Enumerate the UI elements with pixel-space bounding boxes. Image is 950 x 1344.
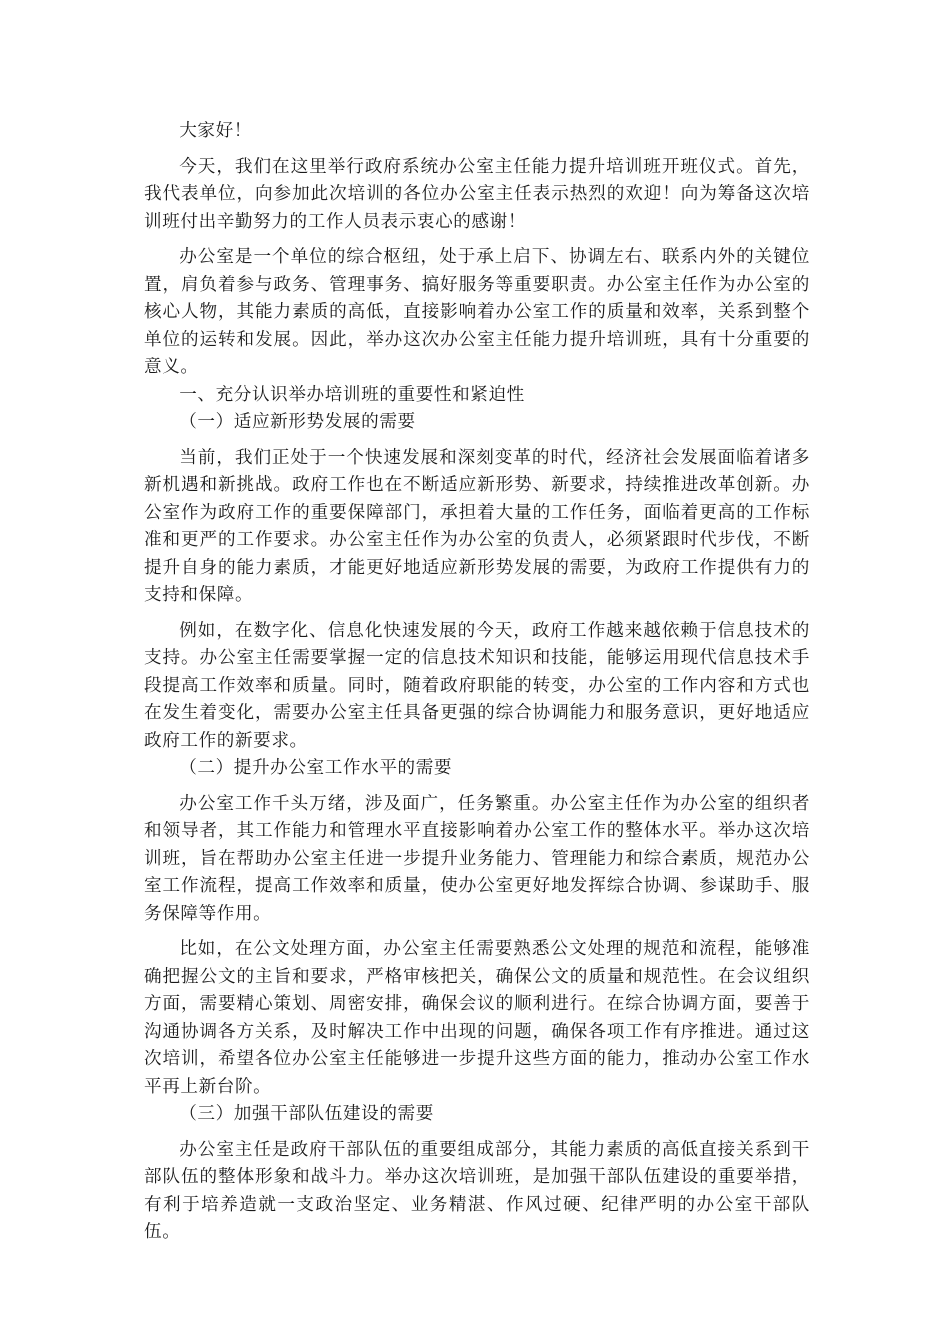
document-page xyxy=(144,118,810,1247)
background-paragraph: 办公室是一个单位的综合枢纽，处于承上启下、协调左右、联系内外的关键位置，肩负着参与政务、管理事务、搞好服务等重要职责。办公室主任作为办公室的核心人物，其能力素质的高低，直接影响着办公室工作的质量和效率，关系到整个单位的运转和发展。因此，举办这次办公室主任能力提升培训班，具有十分重要的意义。 xyxy=(144,247,810,377)
subsection-3-heading: （三）加强干部队伍建设的需要 xyxy=(179,1104,434,1124)
intro-paragraph: 今天，我们在这里举行政府系统办公室主任能力提升培训班开班仪式。首先，我代表单位，向参加此次培训的各位办公室主任表示热烈的欢迎！向为筹备这次培训班付出辛勤努力的工作人员表示衷心的感谢！ xyxy=(144,156,810,232)
subsection-1-paragraph-1: 当前，我们正处于一个快速发展和深刻变革的时代，经济社会发展面临着诸多新机遇和新挑战。政府工作也在不断适应新形势、新要求，持续推进改革创新。办公室作为政府工作的重要保障部门，承担着大量的工作任务，面临着更高的工作标准和更严的工作要求。办公室主任作为办公室的负责人，必须紧跟时代步伐，不断提升自身的能力素质，才能更好地适应新形势发展的需要，为政府工作提供有力的支持和保障。 xyxy=(144,447,810,605)
subsection-2-paragraph-2: 比如，在公文处理方面，办公室主任需要熟悉公文处理的规范和流程，能够准确把握公文的主旨和要求，严格审核把关，确保公文的质量和规范性。在会议组织方面，需要精心策划、周密安排，确保会议的顺利进行。在综合协调方面，要善于沟通协调各方关系，及时解决工作中出现的问题，确保各项工作有序推进。通过这次培训，希望各位办公室主任能够进一步提升这些方面的能力，推动办公室工作水平再上新台阶。 xyxy=(144,939,810,1097)
greeting: 大家好！ xyxy=(179,121,252,141)
subsection-1-heading: （一）适应新形势发展的需要 xyxy=(179,412,416,432)
subsection-2-heading: （二）提升办公室工作水平的需要 xyxy=(179,758,453,778)
subsection-2-paragraph-1: 办公室工作千头万绪，涉及面广，任务繁重。办公室主任作为办公室的组织者和领导者，其工作能力和管理水平直接影响着办公室工作的整体水平。举办这次培训班，旨在帮助办公室主任进一步提升业务能力、管理能力和综合素质，规范办公室工作流程，提高工作效率和质量，使办公室更好地发挥综合协调、参谋助手、服务保障等作用。 xyxy=(144,793,810,924)
section-1-heading: 一、充分认识举办培训班的重要性和紧迫性 xyxy=(179,384,525,405)
subsection-1-paragraph-2: 例如，在数字化、信息化快速发展的今天，政府工作越来越依赖于信息技术的支持。办公室主任需要掌握一定的信息技术知识和技能，能够运用现代信息技术手段提高工作效率和质量。同时，随着政府职能的转变，办公室的工作内容和方式也在发生着变化，需要办公室主任具备更强的综合协调能力和服务意识，更好地适应政府工作的新要求。 xyxy=(144,620,810,751)
subsection-3-paragraph-1: 办公室主任是政府干部队伍的重要组成部分，其能力素质的高低直接关系到干部队伍的整体形象和战斗力。举办这次培训班，是加强干部队伍建设的重要举措，有利于培养造就一支政治坚定、业务精湛、作风过硬、纪律严明的办公室干部队伍。 xyxy=(144,1139,810,1242)
